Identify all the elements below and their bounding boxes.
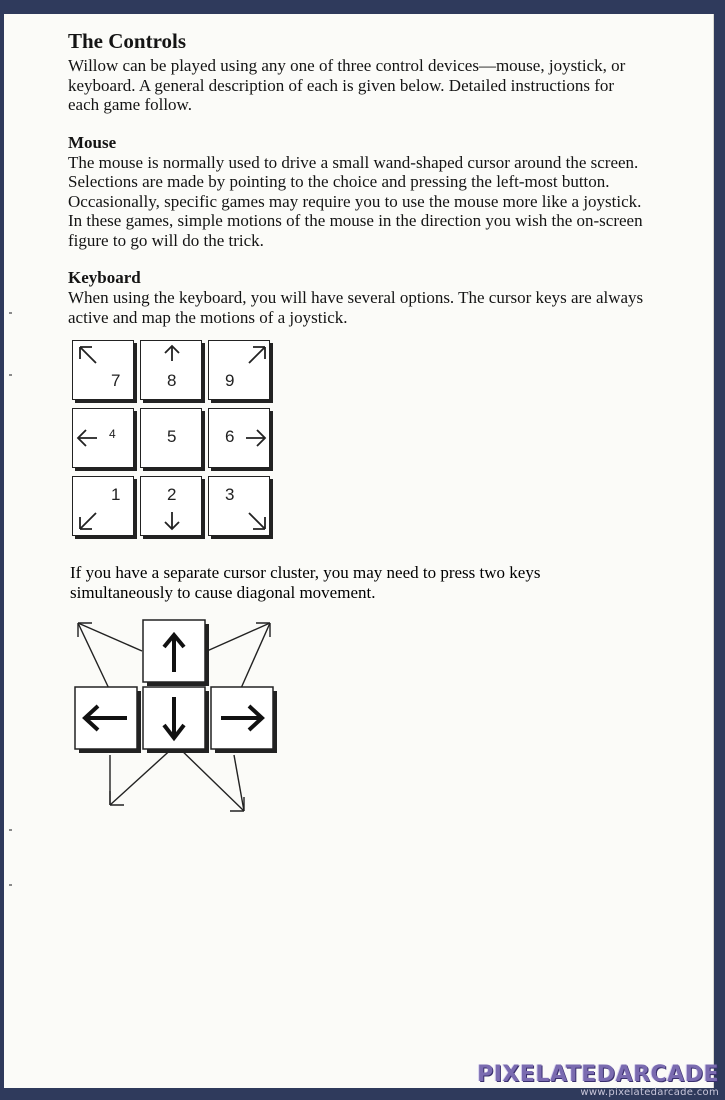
key-label: 3 — [225, 485, 235, 504]
cursor-cluster-diagram — [72, 615, 287, 820]
arrow-left-icon — [76, 429, 98, 447]
down-key — [143, 687, 209, 753]
key-2 — [140, 476, 202, 536]
arrow-up-icon — [163, 344, 181, 362]
watermark-url: www.pixelatedarcade.com — [580, 1087, 719, 1098]
right-key — [211, 687, 277, 753]
mouse-paragraph: The mouse is normally used to drive a small wand-shaped cursor around the screen. Selections are made by pointing to the choice and pressing the left-most button. Occasionally, specific games may require you to use the mouse more like a joystick. In these games, simple motions of the mouse in the direction you wish the on-screen figure to go will do the trick. — [68, 152, 643, 250]
section-title: The Controls — [68, 29, 187, 53]
key-label: 6 — [225, 427, 235, 446]
keyboard-section — [68, 268, 648, 327]
left-key — [75, 687, 141, 753]
page-mark — [9, 829, 12, 831]
cursor-cluster-paragraph: If you have a separate cursor cluster, you may need to press two keys simultaneously to cause diagonal movement. — [70, 563, 541, 602]
key-label: 7 — [111, 371, 121, 390]
key-1 — [72, 476, 134, 536]
arrow-down-left-icon — [78, 511, 98, 531]
manual-page — [4, 14, 714, 1088]
keyboard-paragraph: When using the keyboard, you will have several options. The cursor keys are always active and map the motions of a joystick. — [68, 288, 644, 327]
page-mark — [9, 312, 12, 314]
key-5 — [140, 408, 202, 468]
keyboard-heading: Keyboard — [68, 268, 141, 287]
arrow-up-left-icon — [78, 345, 98, 365]
key-7 — [72, 340, 134, 400]
key-label: 5 — [167, 427, 177, 446]
key-label: 4 — [109, 427, 116, 441]
watermark-logo: PIXELATEDARCADE — [477, 1062, 719, 1087]
intro-paragraph: Willow can be played using any one of three control devices—mouse, joystick, or keyboard. A general description of each is given below. Detailed instructions for each game follow. — [68, 56, 626, 114]
mouse-heading: Mouse — [68, 132, 117, 152]
key-4 — [72, 408, 134, 468]
arrow-down-icon — [163, 511, 181, 531]
key-9 — [208, 340, 270, 400]
key-label: 8 — [167, 371, 177, 390]
key-label: 2 — [167, 485, 177, 504]
page-mark — [9, 884, 12, 886]
key-label: 1 — [111, 485, 121, 504]
key-3 — [208, 476, 270, 536]
key-8 — [140, 340, 202, 400]
numeric-keypad-diagram — [70, 340, 280, 545]
key-6 — [208, 408, 270, 468]
arrow-right-icon — [245, 429, 267, 447]
page-mark — [9, 374, 12, 376]
mouse-section — [68, 133, 648, 251]
arrow-up-right-icon — [247, 345, 267, 365]
key-label: 9 — [225, 371, 235, 390]
arrow-down-right-icon — [247, 511, 267, 531]
page-content — [68, 28, 648, 327]
up-key — [143, 620, 209, 686]
watermark — [477, 1063, 719, 1098]
